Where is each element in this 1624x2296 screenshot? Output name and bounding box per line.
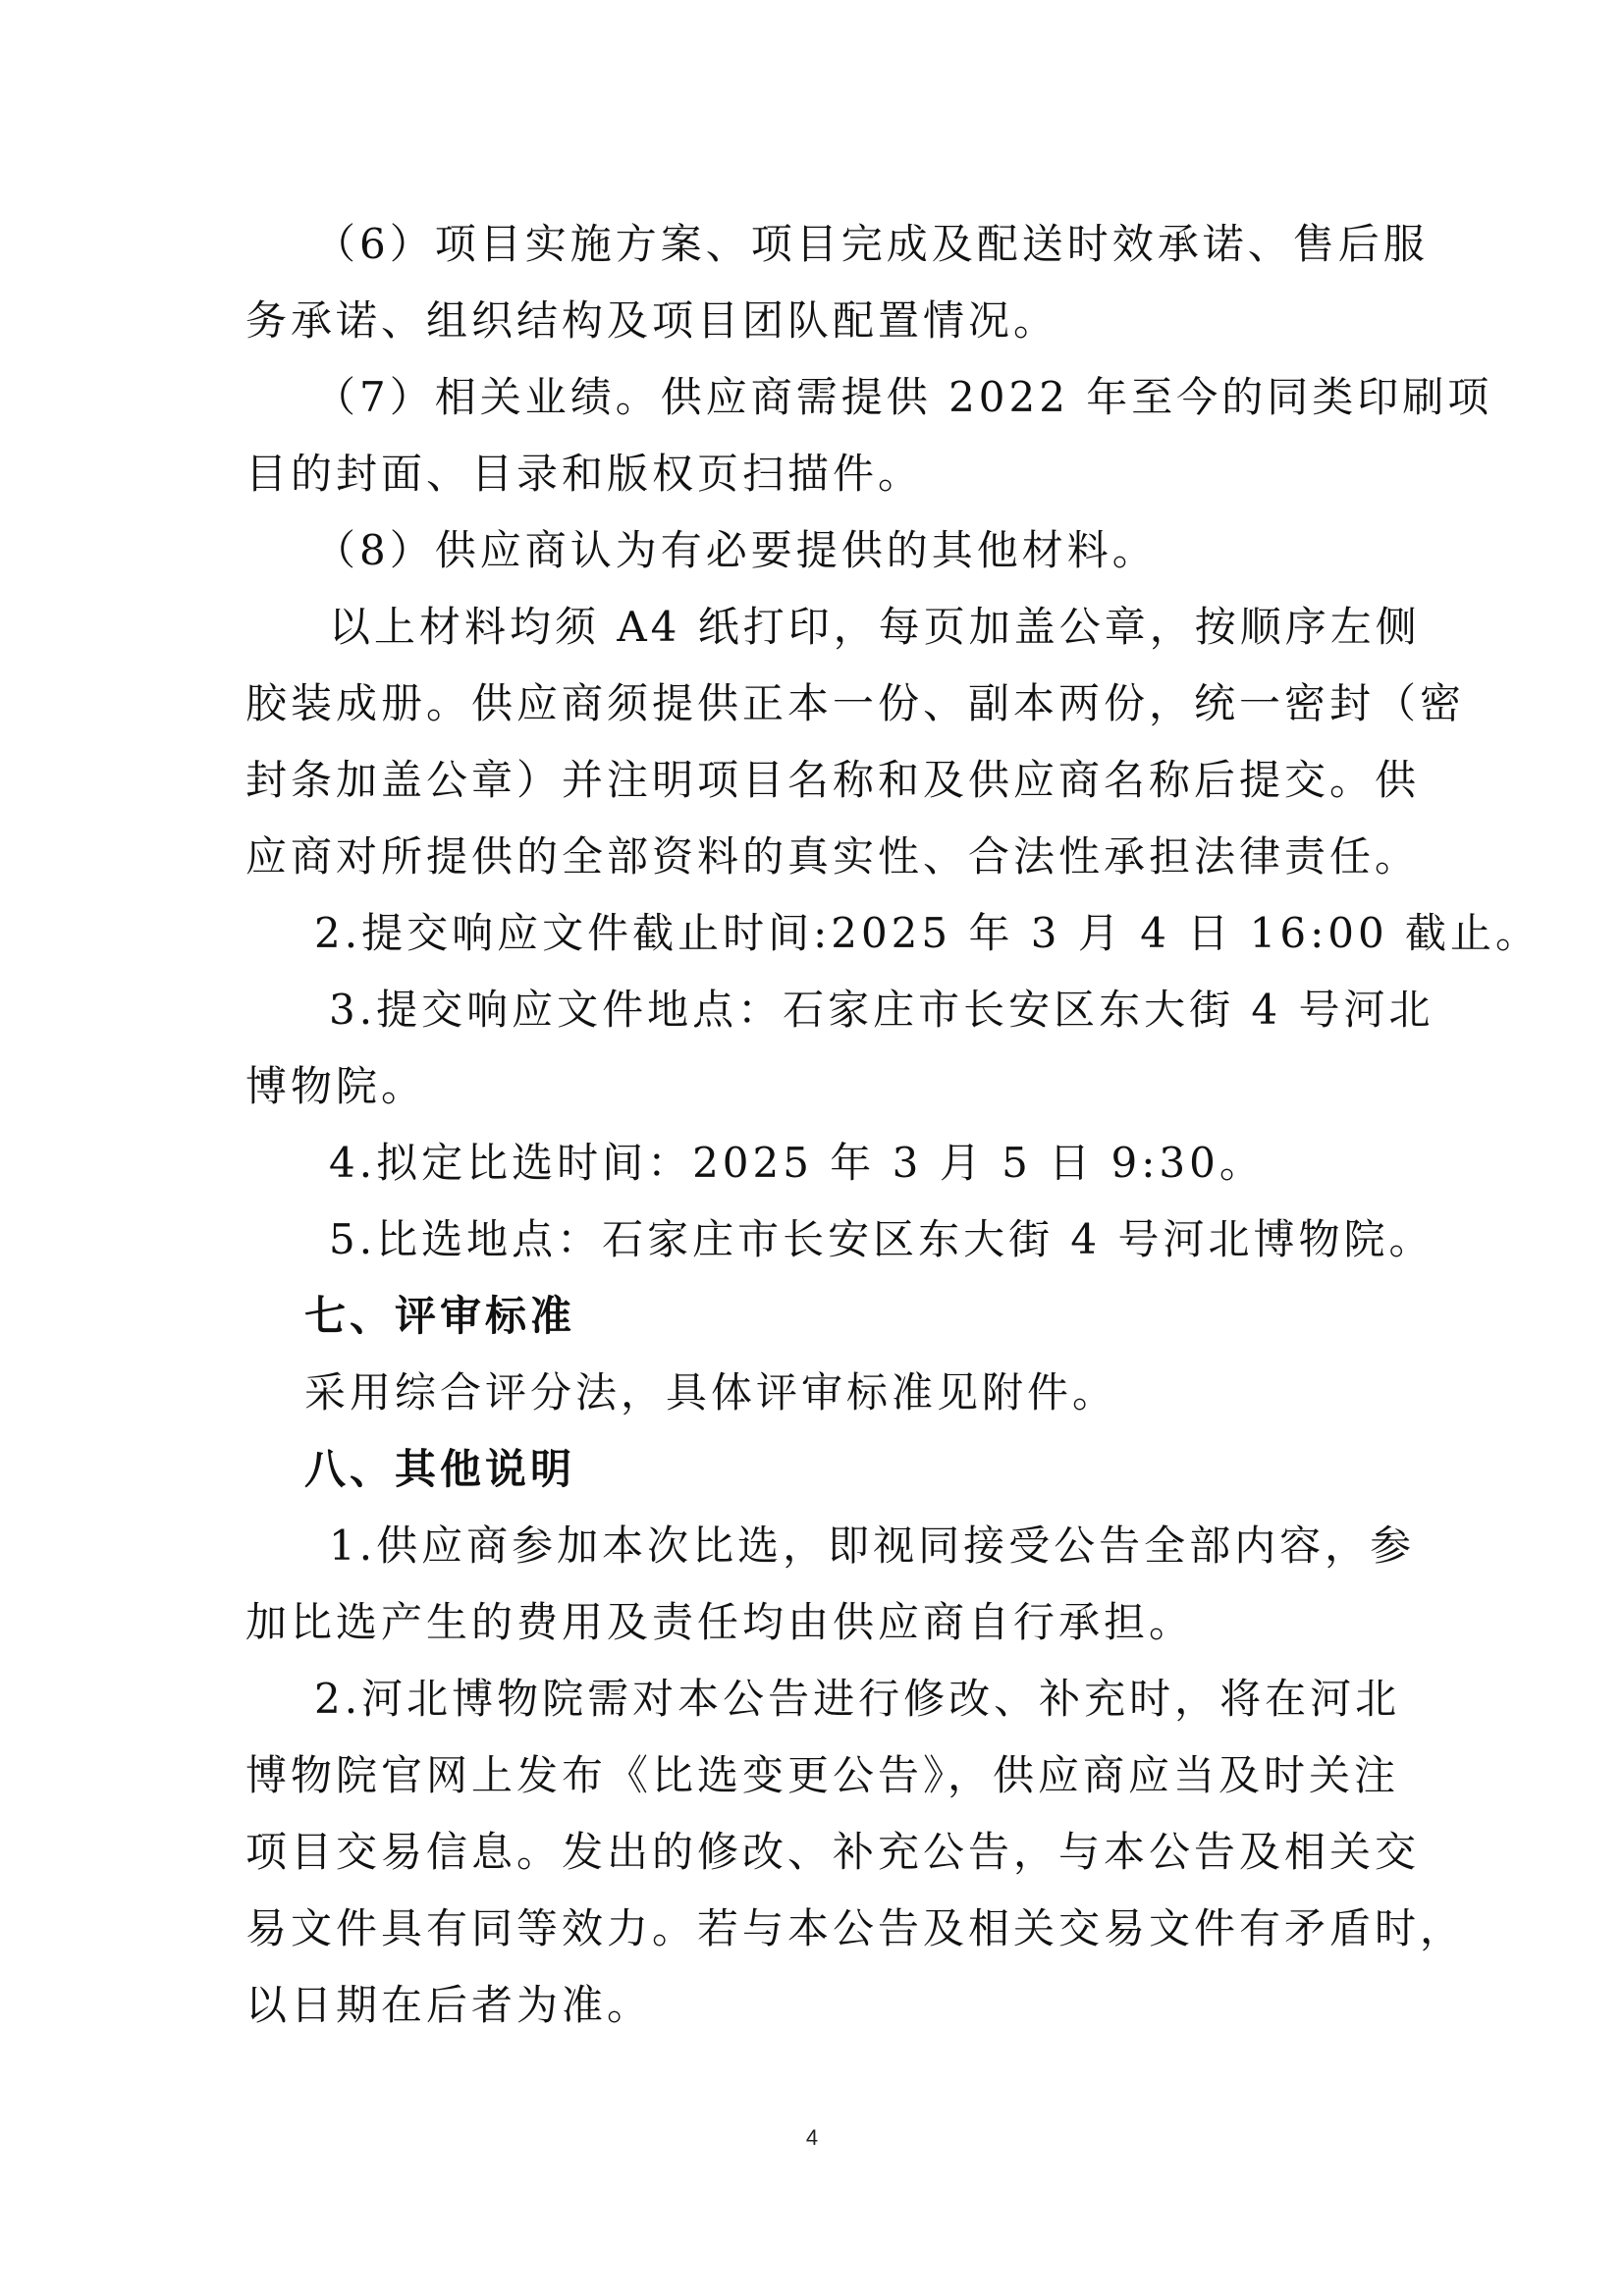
selection-time-line: 4.拟定比选时间：2025 年 3 月 5 日 9:30。 xyxy=(329,1139,1265,1187)
document-body xyxy=(245,206,1542,2044)
materials-paragraph-line-4: 应商对所提供的全部资料的真实性、合法性承担法律责任。 xyxy=(245,832,1421,881)
note-1-line-1: 1.供应商参加本次比选，即视同接受公告全部内容，参 xyxy=(329,1522,1416,1570)
item-8-line-1: （8）供应商认为有必要提供的其他材料。 xyxy=(314,526,1158,574)
note-2-line-3: 项目交易信息。发出的修改、补充公告，与本公告及相关交 xyxy=(245,1828,1421,1876)
item-6-line-1: （6）项目实施方案、项目完成及配送时效承诺、售后服 xyxy=(314,220,1429,268)
submission-location-line-1: 3.提交响应文件地点：石家庄市长安区东大街 4 号河北 xyxy=(329,986,1435,1034)
note-1-line-2: 加比选产生的费用及责任均由供应商自行承担。 xyxy=(245,1598,1195,1646)
note-2-line-1: 2.河北博物院需对本公告进行修改、补充时，将在河北 xyxy=(314,1675,1401,1723)
deadline-line: 2.提交响应文件截止时间:2025 年 3 月 4 日 16:00 截止。 xyxy=(314,909,1542,957)
materials-paragraph-line-3: 封条加盖公章）并注明项目名称和及供应商名称后提交。供 xyxy=(245,756,1421,804)
note-2-line-4: 易文件具有同等效力。若与本公告及相关交易文件有矛盾时， xyxy=(245,1904,1466,1952)
section-8-heading: 八、其他说明 xyxy=(304,1445,576,1493)
page-number: 4 xyxy=(805,2125,819,2150)
submission-location-line-2: 博物院。 xyxy=(245,1062,427,1110)
selection-location-line: 5.比选地点：石家庄市长安区东大街 4 号河北博物院。 xyxy=(329,1215,1435,1263)
item-7-line-2: 目的封面、目录和版权页扫描件。 xyxy=(245,450,924,498)
item-7-line-1: （7）相关业绩。供应商需提供 2022 年至今的同类印刷项 xyxy=(314,373,1493,421)
materials-paragraph-line-2: 胶装成册。供应商须提供正本一份、副本两份，统一密封（密 xyxy=(245,679,1466,727)
note-2-line-5: 以日期在后者为准。 xyxy=(245,1981,653,2029)
note-2-line-2: 博物院官网上发布《比选变更公告》，供应商应当及时关注 xyxy=(245,1751,1400,1799)
section-7-heading: 七、评审标准 xyxy=(304,1292,576,1340)
materials-paragraph-line-1: 以上材料均须 A4 纸打印，每页加盖公章，按顺序左侧 xyxy=(329,603,1421,651)
item-6-line-2: 务承诺、组织结构及项目团队配置情况。 xyxy=(245,296,1059,345)
section-7-text: 采用综合评分法，具体评审标准见附件。 xyxy=(304,1368,1118,1416)
